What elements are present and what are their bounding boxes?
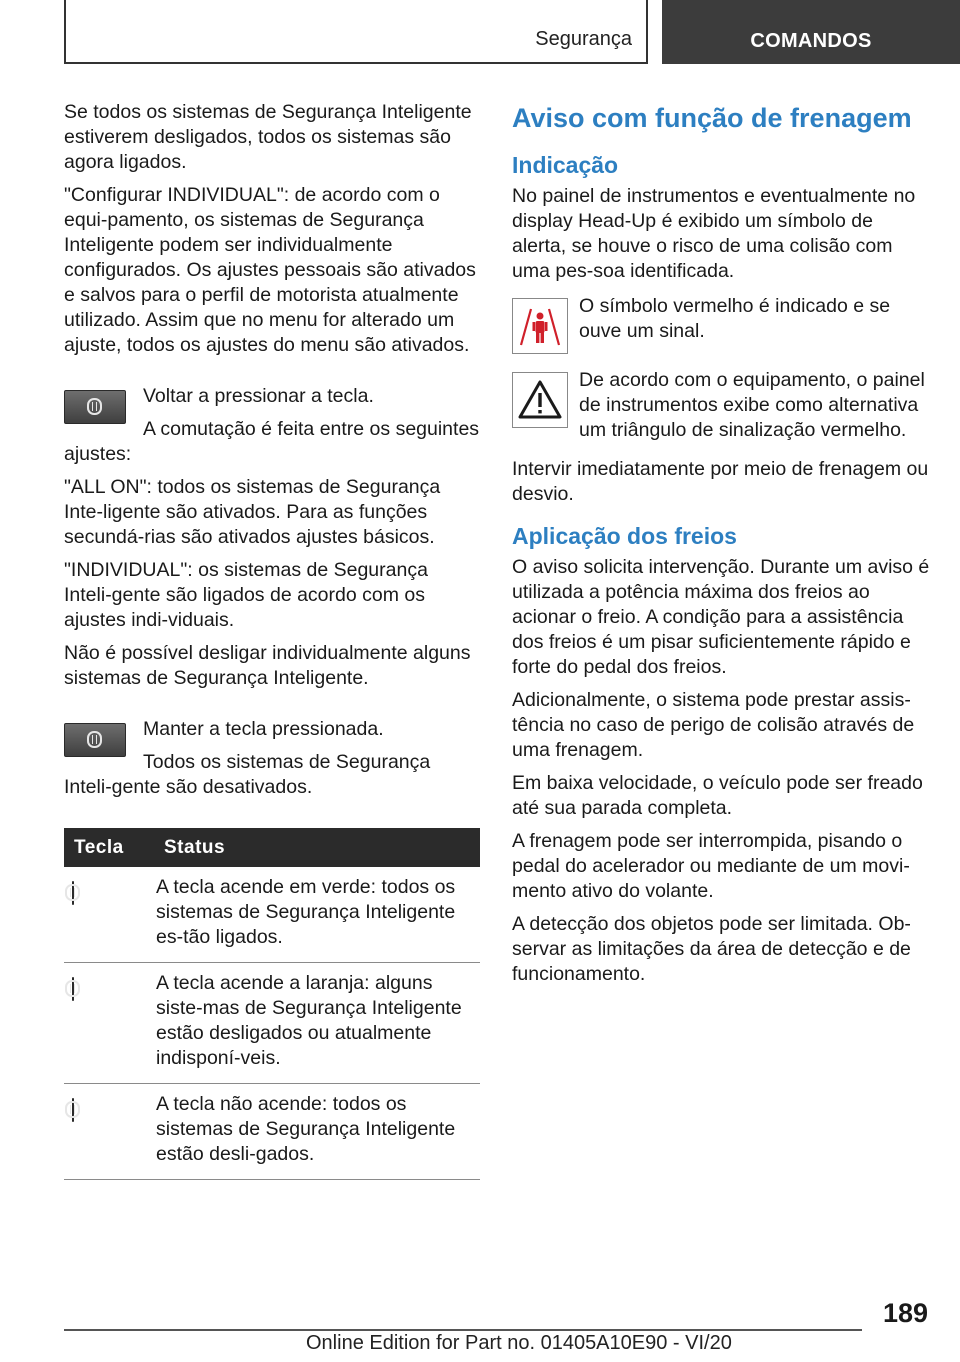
pedestrian-warning-icon <box>512 298 568 354</box>
page-header <box>0 0 960 66</box>
paragraph: "INDIVIDUAL": os sistemas de Segurança Inteli-gente são ligados de acordo com os ajustes indi-viduais. <box>64 559 428 631</box>
header-section-box <box>64 0 648 64</box>
table-cell-status: A tecla acende a laranja: alguns siste-mas de Segurança Inteligente estão desligados ou atualmente indisponí-veis. <box>156 963 480 1084</box>
table-cell-status: A tecla acende em verde: todos os sistemas de Segurança Inteligente es-tão ligados. <box>156 867 480 963</box>
key-instruction <box>64 717 480 800</box>
paragraph: "Configurar INDIVIDUAL": de acordo com o equi-pamento, os sistemas de Segurança Inteligente podem ser individualmente configurados. Os ajustes pessoais são ativados e salvos para o perfil de motorista atualmente utilizado. Assim que no menu for alterado um ajuste, todos os ajustes do menu são ativados. <box>64 184 476 356</box>
safety-button-icon <box>72 881 74 905</box>
table-header-key: Tecla <box>64 828 156 867</box>
safety-button-icon <box>64 390 126 424</box>
symbol-text: O símbolo vermelho é indicado e se ouve um sinal. <box>579 295 891 342</box>
paragraph: A detecção dos objetos pode ser limitada. Ob-servar as limitações da área de detecção e de funcionamento. <box>512 913 911 985</box>
page-number: 189 <box>882 1298 928 1328</box>
key-instruction <box>64 384 480 467</box>
paragraph: "ALL ON": todos os sistemas de Segurança Inte-ligente são ativados. Para as funções secundá-rias são ativados ajustes básicos. <box>64 476 441 548</box>
symbol-description <box>512 368 930 443</box>
table-cell-status: A tecla não acende: todos os sistemas de Segurança Inteligente estão desli-gados. <box>156 1084 480 1180</box>
warning-triangle-icon <box>512 372 568 428</box>
safety-button-icon <box>72 1098 74 1122</box>
left-column <box>64 100 480 1180</box>
paragraph: No painel de instrumentos e eventualmente no display Head-Up é exibido um símbolo de alerta, se houve o risco de uma colisão com uma pes-soa identificada. <box>512 185 916 282</box>
key-instruction-text: Manter a tecla pressionada. <box>143 718 384 740</box>
right-column <box>512 100 930 995</box>
safety-button-icon <box>64 723 126 757</box>
paragraph: Em baixa velocidade, o veículo pode ser freado até sua parada completa. <box>512 772 923 819</box>
header-chapter-title: COMANDOS <box>750 30 872 52</box>
table-row <box>64 1084 480 1180</box>
header-section-title: Segurança <box>535 28 632 50</box>
paragraph: Adicionalmente, o sistema pode prestar assis-tência no caso de perigo de colisão através de uma frenagem. <box>512 689 915 761</box>
symbol-description <box>512 294 930 354</box>
paragraph: Se todos os sistemas de Segurança Inteligente estiverem desligados, todos os sistemas são agora ligados. <box>64 101 472 173</box>
status-table <box>64 828 480 1180</box>
table-header-status: Status <box>156 828 480 867</box>
subheading-indicacao: Indicação <box>512 152 619 178</box>
key-instruction-text: Voltar a pressionar a tecla. <box>143 385 374 407</box>
paragraph: Intervir imediatamente por meio de frenagem ou desvio. <box>512 458 929 505</box>
key-instruction-text: A comutação é feita entre os seguintes ajustes: <box>64 418 480 465</box>
table-row <box>64 867 480 963</box>
footer-divider <box>64 1329 862 1331</box>
edition-text: Online Edition for Part no. 01405A10E90 - VI/20 <box>306 1332 732 1354</box>
safety-button-icon <box>72 977 74 1001</box>
table-row <box>64 963 480 1084</box>
subheading-aplicacao: Aplicação dos freios <box>512 523 737 549</box>
paragraph: O aviso solicita intervenção. Durante um aviso é utilizada a potência máxima dos freios ao acionar o freio. A condição para a assistência dos freios é um pisar suficientemente rápido e forte do pedal dos freios. <box>512 556 930 678</box>
header-chapter-box <box>662 0 960 64</box>
paragraph: Não é possível desligar individualmente alguns sistemas de Segurança Inteligente. <box>64 642 471 689</box>
paragraph: A frenagem pode ser interrompida, pisando o pedal do acelerador ou mediante de um movi-mento ativo do volante. <box>512 830 910 902</box>
symbol-text: De acordo com o equipamento, o painel de instrumentos exibe como alternativa um triângulo de sinalização vermelho. <box>579 369 925 441</box>
section-title: Aviso com função de frenagem <box>512 103 912 133</box>
key-instruction-text: Todos os sistemas de Segurança Inteli-gente são desativados. <box>64 751 431 798</box>
